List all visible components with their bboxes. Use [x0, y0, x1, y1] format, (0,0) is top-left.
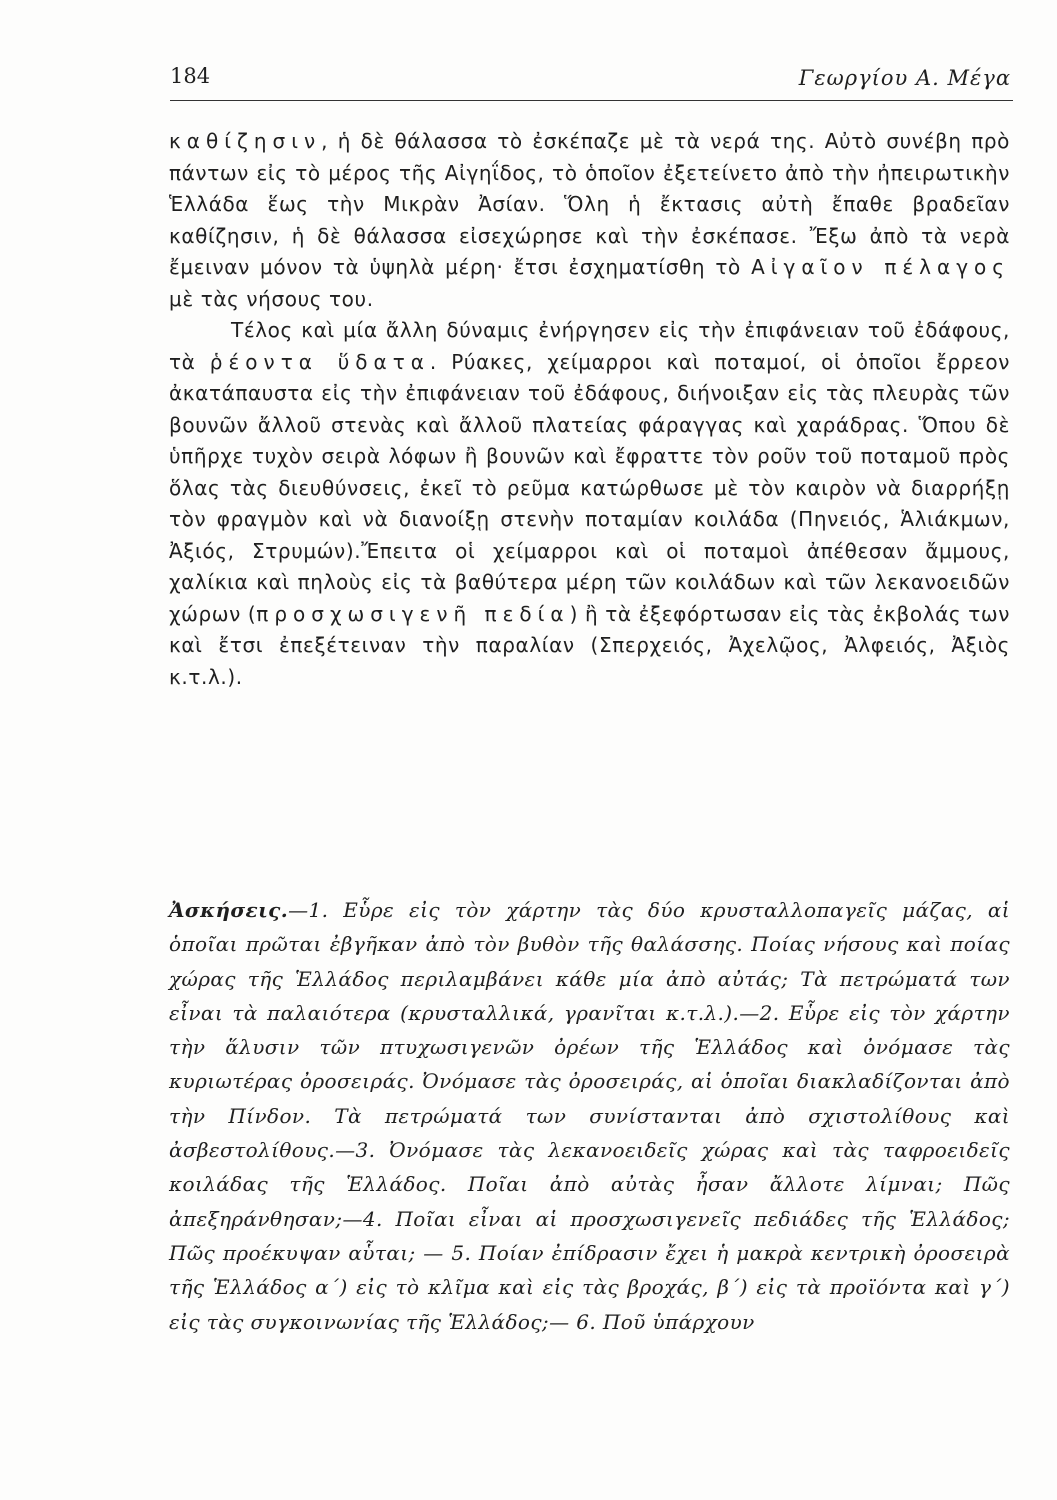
- exercises-section: [169, 893, 1010, 1339]
- main-text: [169, 126, 1010, 693]
- running-header: [170, 58, 1013, 101]
- exercises-text: —1. Εὗρε εἰς τὸν χάρτην τὰς δύο κρυσταλλοπαγεῖς μάζας, αἱ ὁποῖαι πρῶται ἐβγῆκαν ἀπὸ τὸν βυθὸν τῆς θαλάσσης. Ποίας νήσους καὶ ποίας χώρας τῆς Ἑλλάδος περιλαμβάνει κάθε μία ἀπὸ αὐτάς; Τὰ πετρώματά των εἶναι τὰ παλαιότερα (κρυσταλλικά, γρανῖται κ.τ.λ.).—2. Εὗρε εἰς τὸν χάρτην τὴν ἅλυσιν τῶν πτυχωσιγενῶν ὀρέων τῆς Ἑλλάδος καὶ ὀνόμασε τὰς κυριωτέρας ὀροσειράς. Ὀνόμασε τὰς ὀροσειράς, αἱ ὁποῖαι διακλαδίζονται ἀπὸ τὴν Πίνδον. Τὰ πετρώματά των συνίστανται ἀπὸ σχιστολίθους καὶ ἀσβεστολίθους.—3. Ὀνόμασε τὰς λεκανοειδεῖς χώρας καὶ τὰς ταφροειδεῖς κοιλάδας τῆς Ἑλλάδος. Ποῖαι ἀπὸ αὐτὰς ἦσαν ἄλλοτε λίμναι; Πῶς ἀπεξηράνθησαν;—4. Ποῖαι εἶναι αἱ προσχωσιγενεῖς πεδιάδες τῆς Ἑλλάδος; Πῶς προέκυψαν αὗται; — 5. Ποίαν ἐπίδρασιν ἔχει ἡ μακρὰ κεντρικὴ ὀροσειρὰ τῆς Ἑλλάδος α΄) εἰς τὸ κλῖμα καὶ εἰς τὰς βροχάς, β΄) εἰς τὰ προϊόντα καὶ γ΄) εἰς τὰς συγκοινωνίας τῆς Ἑλλάδος;— 6. Ποῦ ὑπάρχουν: [169, 898, 1010, 1334]
- page-number: 184: [170, 64, 211, 88]
- spaced-term: Αἰγαῖον πέλαγος: [751, 255, 1011, 279]
- text-run: Τέλος καὶ μία ἄλλη δύναμις ἐνήργησεν εἰς τὴν ἐπιφάνειαν τοῦ ἐδάφους, τὰ: [169, 318, 1010, 374]
- exercises-label: Ἀσκήσεις.: [169, 898, 289, 922]
- spaced-term: ῥέοντα ὕδατα: [209, 349, 430, 374]
- paragraph: [169, 315, 1010, 693]
- text-run: ) ἢ τὰ ἐξεφόρτωσαν εἰς τὰς ἐκβολάς των καὶ ἔτσι ἐπεξέτειναν τὴν παραλίαν (Σπερχειός, Ἀχελῷος, Ἀλφειός, Ἀξιὸς κ.τ.λ.).: [169, 601, 1010, 689]
- paragraph: [169, 126, 1010, 315]
- header-author: Γεωργίου Α. Μέγα: [798, 66, 1011, 90]
- text-run: , ἡ δὲ θάλασσα τὸ ἐσκέπαζε μὲ τὰ νερά της. Αὐτὸ συνέβη πρὸ πάντων εἰς τὸ μέρος τῆς Αἰγηΐδος, τὸ ὁποῖον ἐξετείνετο ἀπὸ τὴν ἠπειρωτικὴν Ἑλλάδα ἕως τὴν Μικρὰν Ἀσίαν. Ὅλη ἡ ἔκτασις αὐτὴ ἔπαθε βραδεῖαν καθίζησιν, ἡ δὲ θάλασσα εἰσεχώρησε καὶ τὴν ἐσκέπασε. Ἔξω ἀπὸ τὰ νερὰ ἔμειναν μόνον τὰ ὑψηλὰ μέρη· ἔτσι ἐσχηματίσθη τὸ: [169, 129, 1010, 279]
- spaced-term: καθίζησιν: [169, 129, 322, 153]
- text-run: μὲ τὰς νήσους του.: [169, 286, 374, 311]
- text-run: . Ρύακες, χείμαρροι καὶ ποταμοί, οἱ ὁποῖοι ἔρρεον ἀκατάπαυστα εἰς τὴν ἐπιφάνειαν τοῦ ἐδάφους, διήνοιξαν εἰς τὰς πλευρὰς τῶν βουνῶν ἄλλοῦ στενὰς καὶ ἄλλοῦ πλατείας φάραγγας καὶ χαράδρας. Ὅπου δὲ ὑπῆρχε τυχὸν σειρὰ λόφων ἢ βουνῶν καὶ ἔφραττε τὸν ροῦν τοῦ ποταμοῦ πρὸς ὅλας τὰς διευθύνσεις, ἐκεῖ τὸ ρεῦμα κατώρθωσε μὲ τὸν καιρὸν νὰ διαρρήξῃ τὸν φραγμὸν καὶ νὰ διανοίξῃ στενὴν ποταμίαν κοιλάδα (Πηνειός, Ἁλιάκμων, Ἀξιός, Στρυμών).Ἔπειτα οἱ χείμαρροι καὶ οἱ ποταμοὶ ἀπέθεσαν ἄμμους, χαλίκια καὶ πηλοὺς εἰς τὰ βαθύτερα μέρη τῶν κοιλάδων καὶ τῶν λεκανοειδῶν χώρων (: [169, 349, 1010, 626]
- spaced-term: προσχωσιγενῆ πεδία: [256, 601, 570, 626]
